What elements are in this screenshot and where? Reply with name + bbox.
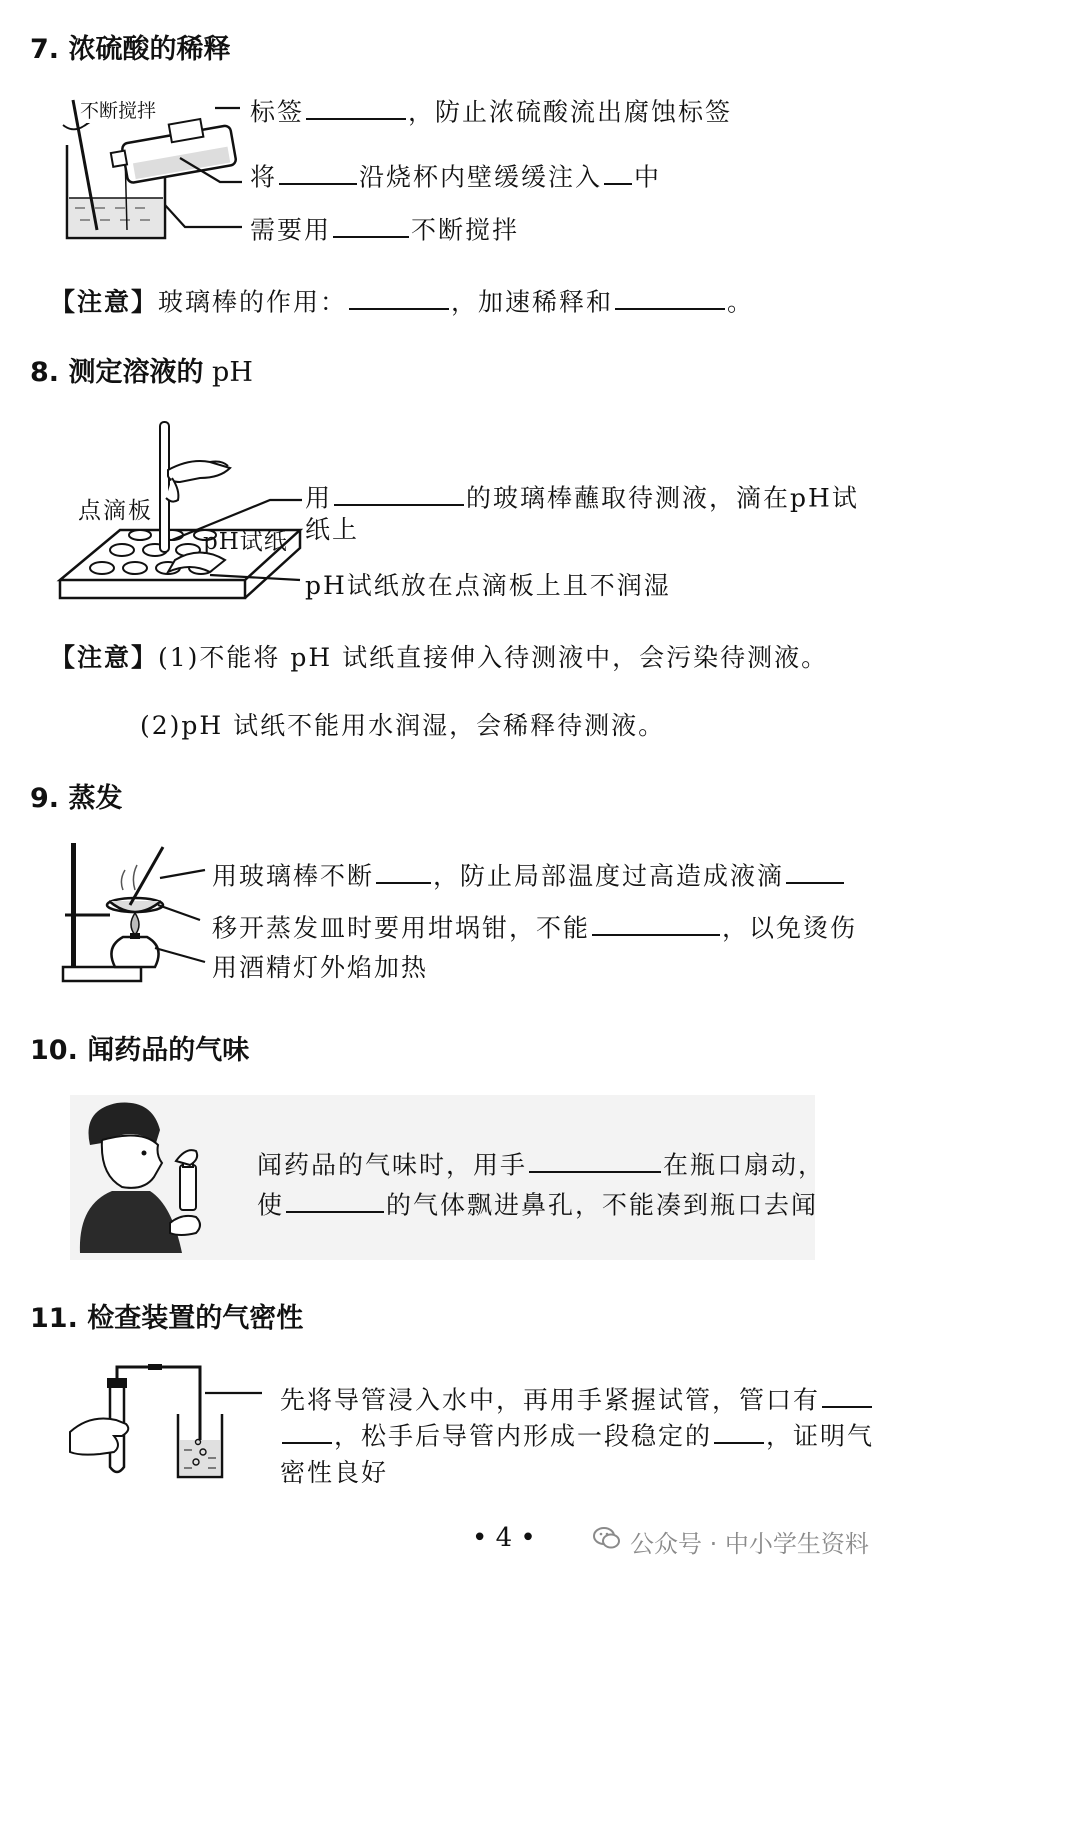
s7-note: 【注意】玻璃棒的作用： ，加速稀释和 。	[50, 282, 754, 318]
blank[interactable]	[282, 1416, 332, 1444]
stir-label: 不断搅拌	[80, 96, 156, 123]
s7-line-3: 需要用 不断搅拌	[250, 210, 519, 246]
section-7-title: 7. 浓硫酸的稀释	[30, 34, 231, 65]
s9-line-1: 用玻璃棒不断 ，防止局部温度过高造成液滴	[212, 856, 846, 892]
s11-line-3: 密性良好	[280, 1458, 389, 1487]
s10-line-1: 闻药品的气味时，用手 在瓶口扇动，	[257, 1145, 825, 1181]
s11-line-2: ，松手后导管内形成一段稳定的 ，证明气	[280, 1416, 874, 1452]
s9-line-2: 移开蒸发皿时要用坩埚钳，不能 ，以免烫伤	[212, 908, 857, 944]
s11-line-1: 先将导管浸入水中，再用手紧握试管，管口有	[280, 1380, 874, 1416]
s8-line-2: pH试纸放在点滴板上且不润湿	[305, 571, 671, 600]
section-9-title: 9. 蒸发	[30, 783, 123, 814]
s8-note-2: (2)pH 试纸不能用水润湿，会稀释待测液。	[140, 711, 666, 740]
page-number: • 4 •	[472, 1523, 536, 1553]
s10-line-2: 使 的气体飘进鼻孔，不能凑到瓶口去闻	[257, 1185, 818, 1221]
blank[interactable]	[822, 1380, 872, 1408]
ph-paper-label: pH试纸	[203, 529, 288, 555]
watermark: 公众号 · 中小学生资料	[630, 1530, 869, 1558]
s8-line-1: 用 的玻璃棒蘸取待测液，滴在pH试	[305, 478, 859, 514]
s7-line-1: 标签 ，防止浓硫酸流出腐蚀标签	[250, 92, 732, 128]
wechat-icon	[592, 1523, 622, 1553]
s7-line-2: 将 沿烧杯内壁缓缓注入 中	[250, 157, 661, 193]
section-8-title: 8. 测定溶液的 pH	[30, 357, 253, 388]
section-10-title: 10. 闻药品的气味	[30, 1035, 250, 1066]
s9-line-3: 用酒精灯外焰加热	[212, 953, 429, 982]
spot-plate-label: 点滴板	[78, 498, 153, 524]
blank[interactable]	[714, 1416, 764, 1444]
s8-note-1: 【注意】(1)不能将 pH 试纸直接伸入待测液中，会污染待测液。	[50, 643, 829, 672]
s8-line-1-cont: 纸上	[305, 515, 360, 544]
section-11-title: 11. 检查装置的气密性	[30, 1303, 304, 1334]
